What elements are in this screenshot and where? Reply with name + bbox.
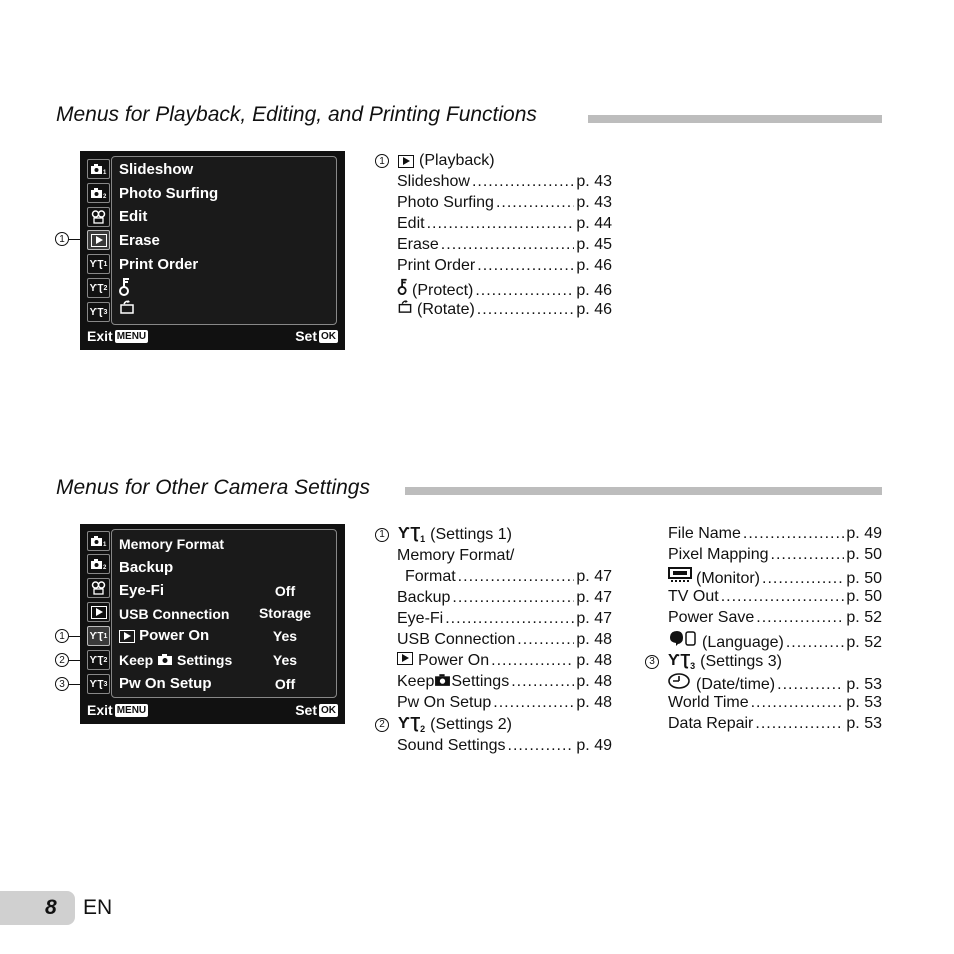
power-on-label: Power On (139, 627, 210, 644)
set-control[interactable] (295, 328, 338, 344)
toc-entry[interactable] (397, 631, 612, 649)
entry-page: p. 44 (576, 215, 612, 232)
toc-entry[interactable] (397, 610, 612, 628)
toc-entry[interactable] (668, 588, 882, 606)
menu-badge: MENU (116, 330, 147, 342)
entry-label: Edit (397, 215, 425, 232)
camera-icon (157, 653, 173, 665)
toc-entry[interactable] (397, 652, 612, 670)
usb-connection-value: Storage (258, 605, 312, 621)
number-circle: 2 (375, 718, 389, 732)
settings-3-icon[interactable]: ƳƮ 3 (87, 674, 110, 694)
page-tab (0, 891, 75, 925)
toc-header-settings-3 (645, 652, 782, 671)
entry-page: p. 52 (846, 634, 882, 651)
entry-label: Print Order (397, 257, 476, 274)
camera-screen-settings (80, 524, 345, 724)
menu-item-eye-fi[interactable]: Eye-Fi (119, 582, 165, 599)
exit-label: Exit (87, 702, 113, 718)
toc-entry[interactable] (405, 568, 612, 586)
section-title-playback: Menus for Playback, Editing, and Printing Functions (56, 103, 537, 126)
menu-item-rotate[interactable] (119, 299, 135, 319)
title-rule (405, 487, 882, 495)
pw-on-setup-value: Off (274, 676, 296, 692)
leader-dots (491, 652, 574, 670)
menu-item-backup[interactable]: Backup (119, 559, 174, 576)
page-number: 8 (45, 896, 57, 919)
menu-item-protect[interactable] (119, 277, 131, 300)
number-circle: 3 (645, 655, 659, 669)
toc-entry[interactable] (397, 236, 612, 254)
toc-entry[interactable] (397, 694, 612, 712)
settings-3-icon: $ƳƮ_3$ (668, 652, 696, 672)
menu-item-slideshow[interactable]: Slideshow (119, 161, 194, 178)
entry-page: p. 45 (576, 236, 612, 253)
entry-page: p. 46 (576, 282, 612, 299)
entry-page: p. 48 (576, 694, 612, 711)
svg-text:1: 1 (103, 542, 107, 547)
toc-header-playback (375, 152, 495, 170)
entry-label: USB Connection (397, 631, 516, 648)
menu-item-usb-connection[interactable]: USB Connection (119, 606, 230, 622)
entry-page: p. 48 (576, 673, 612, 690)
clock-icon (668, 673, 690, 689)
leader-dots (458, 568, 575, 586)
callout-line (69, 239, 86, 240)
callout-line (69, 660, 86, 661)
camera-2-icon[interactable] (87, 183, 110, 203)
toc-entry[interactable] (397, 215, 612, 233)
entry-label: (Monitor) (696, 570, 761, 587)
leader-dots (755, 715, 844, 733)
settings-1-icon[interactable]: ƳƮ 1 (87, 254, 110, 274)
header-label: (Settings 2) (430, 715, 512, 733)
entry-label: Eye-Fi (397, 610, 444, 627)
language-label: EN (83, 896, 113, 919)
camera-2-icon[interactable] (87, 554, 110, 574)
entry-page: p. 53 (846, 715, 882, 732)
toc-entry[interactable] (668, 673, 882, 694)
monitor-icon (668, 567, 692, 583)
entry-label: Data Repair (668, 715, 754, 732)
leader-dots (477, 257, 574, 275)
camera-1-icon[interactable] (87, 531, 110, 551)
toc-entry[interactable] (397, 257, 612, 275)
exit-control[interactable] (87, 702, 148, 718)
entry-label: Slideshow (397, 173, 470, 190)
callout-1: 1 (55, 629, 69, 643)
leader-dots (771, 546, 845, 564)
toc-entry[interactable] (397, 278, 612, 300)
leader-dots (477, 301, 575, 319)
leader-dots (762, 570, 844, 588)
exit-control[interactable] (87, 328, 148, 344)
entry-label: Photo Surfing (397, 194, 494, 211)
camera-screen-playback (80, 151, 345, 350)
header-label: (Settings 1) (430, 525, 512, 543)
entry-page: p. 48 (576, 631, 612, 648)
toc-entry[interactable] (397, 194, 612, 212)
svg-text:2: 2 (103, 194, 107, 199)
header-label: (Playback) (419, 152, 495, 169)
rotate-icon (119, 299, 135, 315)
entry-page: p. 48 (576, 652, 612, 669)
camera-icon (434, 673, 451, 686)
entry-page: p. 50 (846, 546, 882, 563)
number-circle: 1 (375, 528, 389, 542)
entry-label: Backup (397, 589, 451, 606)
toc-entry[interactable] (668, 630, 882, 652)
exit-label: Exit (87, 328, 113, 344)
menu-badge: MENU (116, 704, 147, 716)
movie-icon[interactable] (87, 578, 110, 598)
entry-label: Pixel Mapping (668, 546, 769, 563)
toc-entry[interactable] (668, 546, 882, 564)
leader-dots (445, 610, 574, 628)
rotate-icon (397, 299, 413, 314)
entry-page: p. 47 (576, 568, 612, 585)
playback-tab-icon[interactable] (87, 602, 110, 622)
leader-dots (508, 737, 575, 755)
entry-label: Pw On Setup (397, 694, 492, 711)
menu-item-memory-format[interactable]: Memory Format (119, 536, 225, 552)
settings-2-icon[interactable]: ƳƮ 2 (87, 278, 110, 298)
leader-dots (517, 631, 574, 649)
keep-settings-value: Yes (272, 652, 298, 668)
leader-dots (427, 215, 575, 233)
leader-dots (472, 173, 574, 191)
settings-1-icon[interactable]: ƳƮ 1 (87, 626, 110, 646)
entry-page: p. 46 (576, 301, 612, 318)
settings-3-icon[interactable]: ƳƮ 3 (87, 302, 110, 322)
callout-line (69, 636, 86, 637)
leader-dots (756, 609, 844, 627)
key-icon (397, 278, 409, 295)
playback-icon (398, 155, 414, 168)
entry-label: World Time (668, 694, 749, 711)
number-circle: 1 (375, 154, 389, 168)
ok-badge: OK (321, 330, 336, 342)
svg-text:1: 1 (103, 170, 107, 175)
entry-label: (Date/time) (696, 676, 776, 693)
menu-item-pw-on-setup[interactable]: Pw On Setup (119, 675, 212, 692)
entry-label: (Rotate) (417, 301, 475, 318)
callout-line (69, 684, 86, 685)
settings-2-icon: $ƳƮ_2$ (398, 715, 426, 735)
entry-label: (Protect) (412, 282, 474, 299)
toc-entry[interactable] (668, 525, 882, 543)
entry-page: p. 53 (846, 676, 882, 693)
leader-dots (496, 194, 574, 212)
key-icon (119, 277, 131, 296)
entry-label: Keep (397, 673, 435, 690)
set-label: Set (295, 328, 317, 344)
entry-page: p. 43 (576, 194, 612, 211)
entry-label: Format (405, 568, 456, 585)
menu-item-keep-settings[interactable] (119, 652, 232, 668)
set-label: Set (295, 702, 317, 718)
entry-page: p. 50 (846, 570, 882, 587)
playback-tab-icon[interactable] (87, 230, 110, 250)
settings-1-icon: $ƳƮ_1$ (398, 525, 426, 545)
entry-page: p. 50 (846, 588, 882, 605)
entry-page: p. 46 (576, 257, 612, 274)
leader-dots (777, 676, 844, 694)
playback-icon (397, 652, 413, 665)
entry-label: Memory Format/ (397, 547, 515, 564)
entry-label: Power Save (668, 609, 755, 626)
menu-item-print-order[interactable]: Print Order (119, 256, 199, 273)
entry-page: p. 47 (576, 589, 612, 606)
entry-page: p. 49 (846, 525, 882, 542)
movie-icon[interactable] (87, 207, 110, 227)
toc-header-settings-1 (375, 525, 512, 544)
power-on-value: Yes (272, 628, 298, 644)
settings-2-icon[interactable]: ƳƮ 2 (87, 650, 110, 670)
leader-dots (493, 694, 574, 712)
leader-dots (475, 282, 574, 300)
svg-text:2: 2 (103, 565, 107, 570)
leader-dots (452, 589, 574, 607)
toc-entry[interactable] (668, 609, 882, 627)
menu-item-power-on[interactable] (119, 627, 209, 644)
settings-label: Settings (177, 652, 233, 668)
callout-2: 2 (55, 653, 69, 667)
leader-dots (743, 525, 845, 543)
keep-label: Keep (119, 652, 154, 668)
leader-dots (511, 673, 574, 691)
entry-page: p. 53 (846, 694, 882, 711)
entry-label: File Name (668, 525, 741, 542)
playback-icon (119, 630, 135, 643)
toc-entry[interactable] (668, 694, 882, 712)
leader-dots (721, 588, 845, 606)
entry-label: TV Out (668, 588, 719, 605)
title-rule (588, 115, 882, 123)
set-control[interactable] (295, 702, 338, 718)
camera-1-icon[interactable] (87, 159, 110, 179)
menu-item-edit[interactable]: Edit (119, 208, 148, 225)
toc-entry[interactable] (668, 715, 882, 733)
leader-dots (441, 236, 575, 254)
toc-entry[interactable] (397, 737, 612, 755)
entry-label: Power On (418, 652, 490, 669)
entry-page: p. 49 (576, 737, 612, 754)
header-label: (Settings 3) (700, 652, 782, 670)
entry-label-2: Settings (451, 673, 510, 690)
entry-page: p. 52 (846, 609, 882, 626)
ok-badge: OK (321, 704, 336, 716)
entry-page: p. 47 (576, 610, 612, 627)
language-icon (668, 630, 698, 647)
leader-dots (751, 694, 845, 712)
entry-label: (Language) (702, 634, 784, 651)
callout-1: 1 (55, 232, 69, 246)
menu-item-photo-surfing[interactable]: Photo Surfing (119, 185, 219, 202)
section-title-camera-settings: Menus for Other Camera Settings (56, 476, 370, 499)
entry-label: Erase (397, 236, 439, 253)
toc-entry[interactable] (668, 567, 882, 588)
eye-fi-value: Off (274, 583, 296, 599)
toc-entry[interactable] (397, 173, 612, 191)
toc-entry[interactable] (397, 673, 612, 691)
callout-3: 3 (55, 677, 69, 691)
leader-dots (786, 634, 845, 652)
entry-label: Sound Settings (397, 737, 506, 754)
toc-entry[interactable] (397, 299, 612, 319)
toc-entry (397, 547, 514, 565)
toc-entry[interactable] (397, 589, 612, 607)
toc-header-settings-2 (375, 715, 512, 734)
entry-page: p. 43 (576, 173, 612, 190)
menu-item-erase[interactable]: Erase (119, 232, 160, 249)
